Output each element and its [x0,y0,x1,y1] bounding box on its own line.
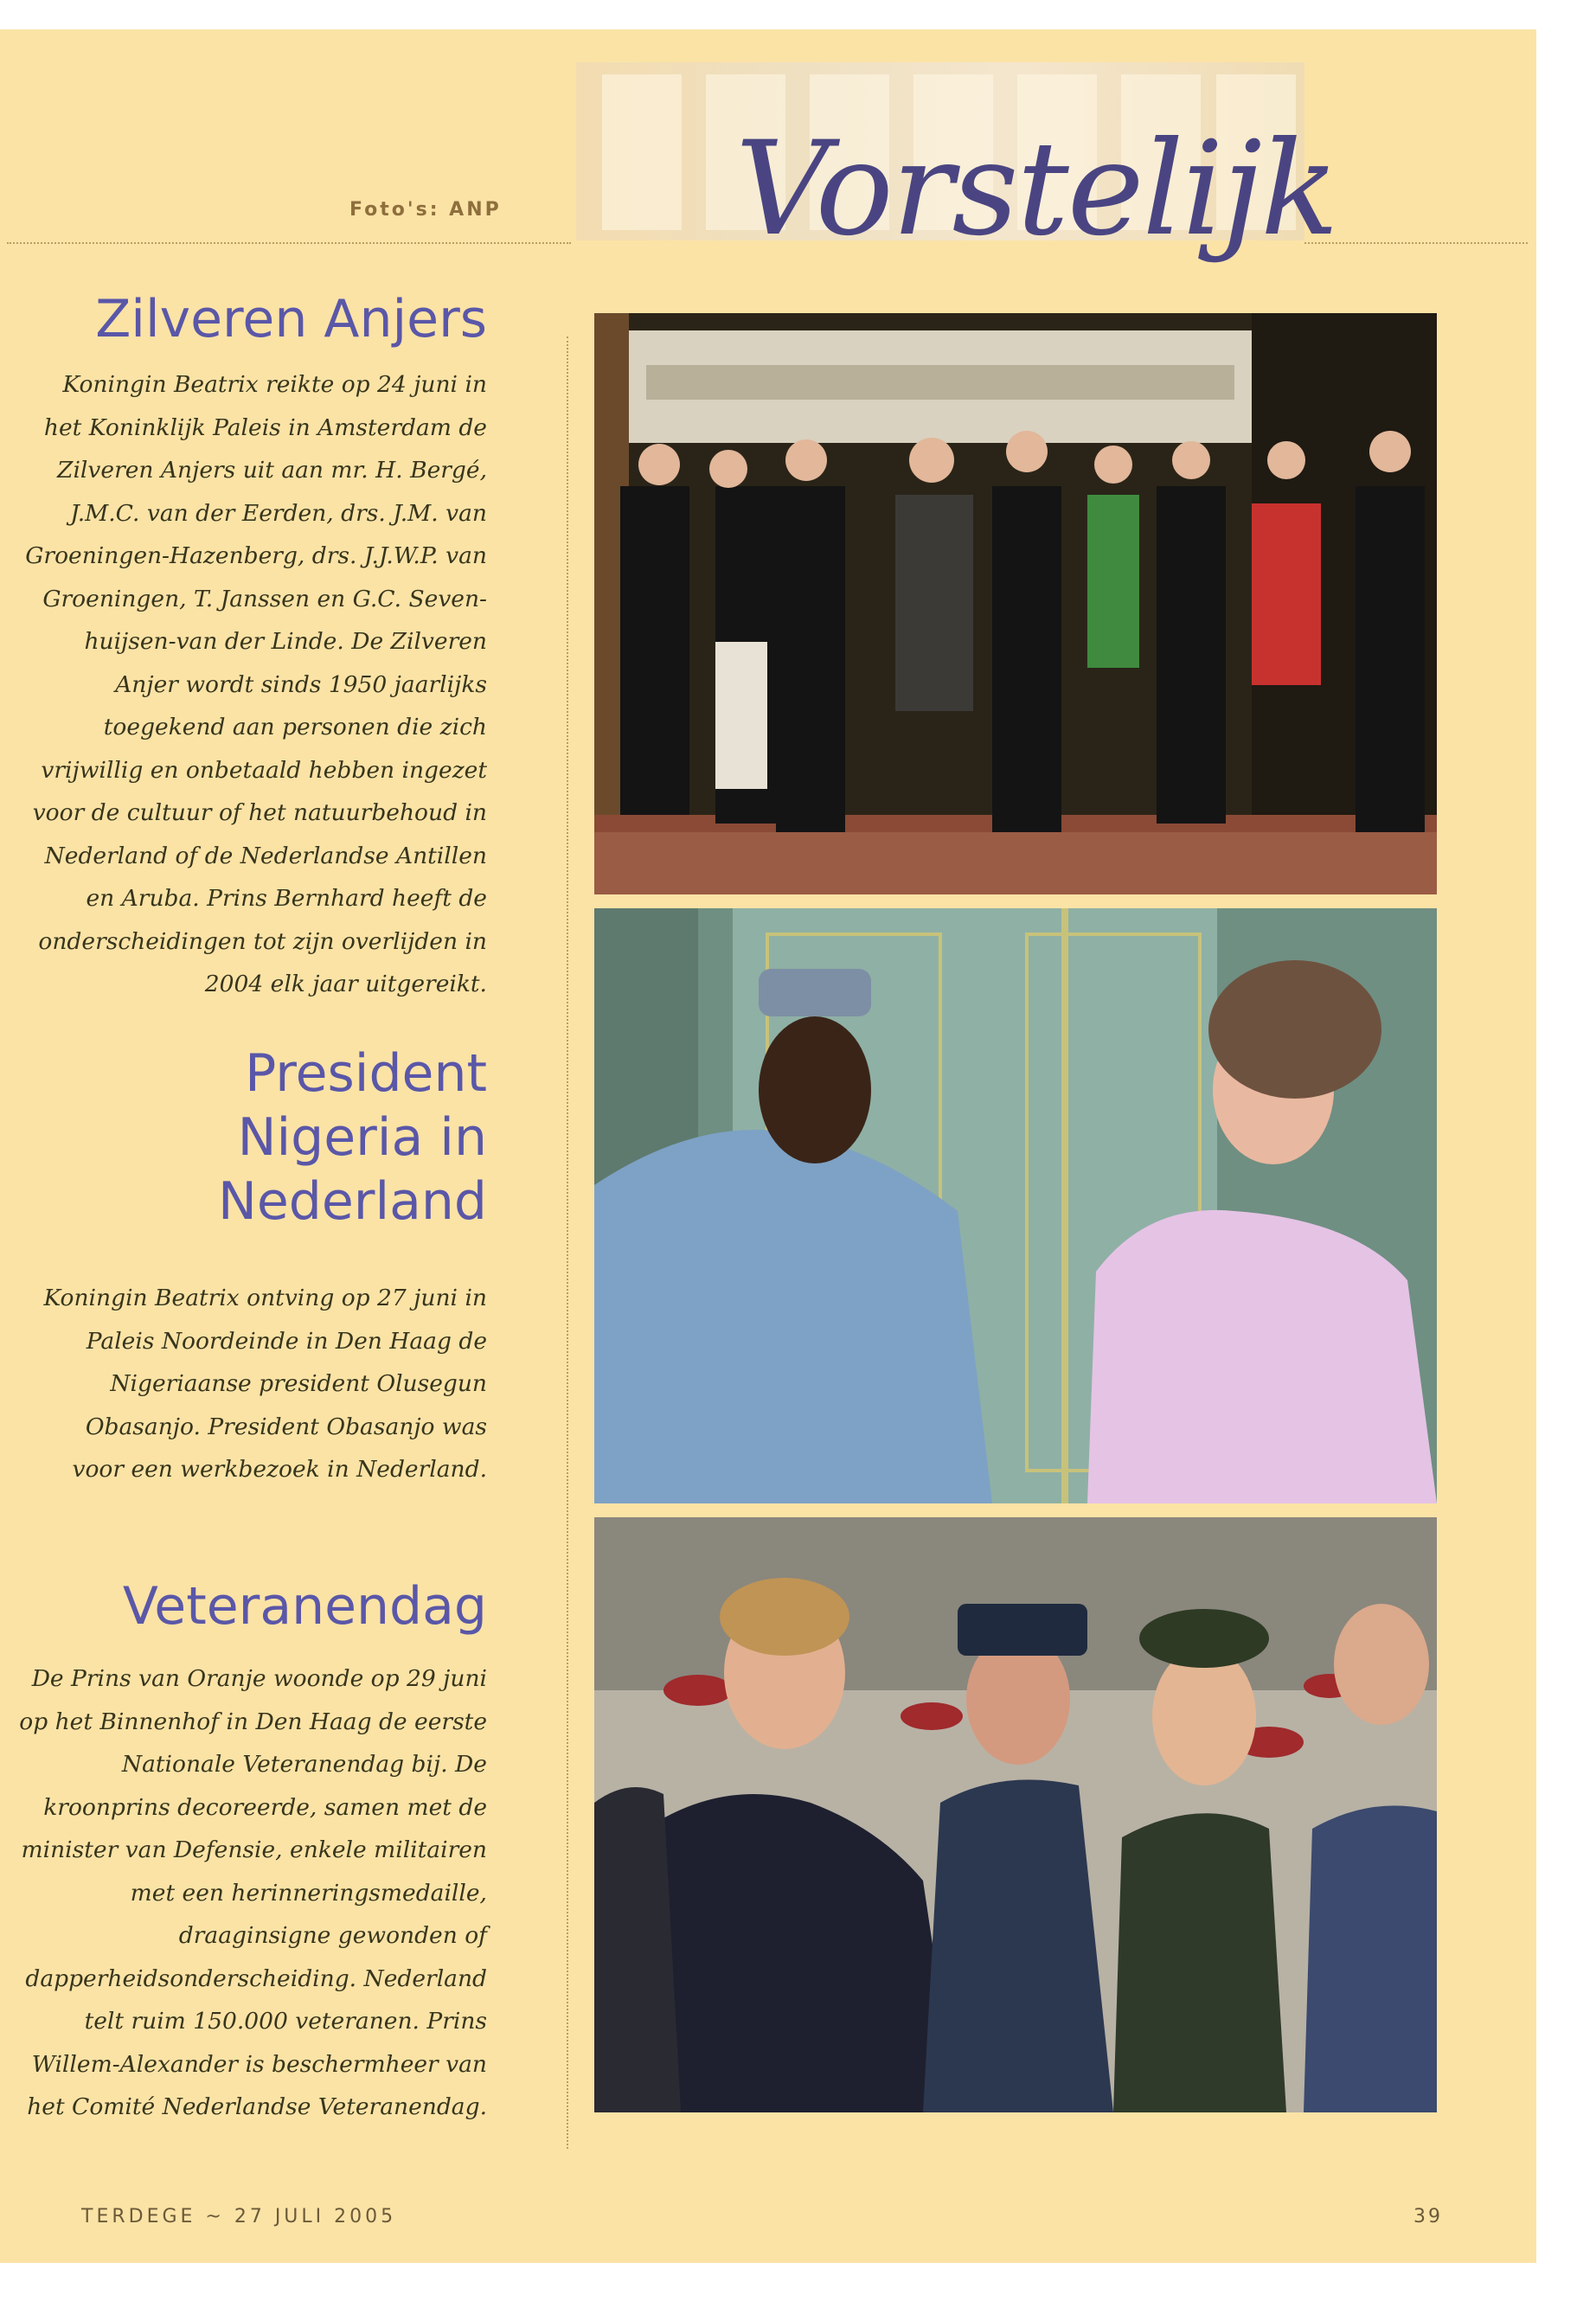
photo-credit: Foto's: ANP [349,199,502,221]
photo-award-ceremony [594,313,1437,894]
article-body-president-nigeria: Koningin Beatrix ontving op 27 juni in Paleis Noordeinde in Den Haag de Nigeriaanse president Olusegun Obasanjo. President Obasanjo was voor een werkbezoek in Nederland. [43,1285,487,1483]
header-rule-right [1304,242,1528,244]
column-divider [567,336,568,2149]
magazine-page [0,29,1536,2263]
article-heading-veteranendag: Veteranendag [122,1576,487,1637]
footer-publication: TERDEGE ~ 27 JULI 2005 [81,2206,397,2227]
article-body-zilveren-anjers: Koningin Beatrix reikte op 24 juni in het Koninklijk Paleis in Amsterdam de Zilveren Anjers uit aan mr. H. Bergé, J.M.C. van der Eerden, drs. J.M. van Groeningen-Hazenberg, drs. J.J.W.P. van Groeningen, T. Janssen en G.C. Seven- huijsen-van der Linde. De Zilveren Anjer wordt sinds 1950 jaarlijks toegekend aan personen die zich vrijwillig en onbetaald hebben ingezet voor de cultuur of het natuurbehoud in Nederland of de Nederlandse Antillen en Aruba. Prins Bernhard heeft de onderscheidingen tot zijn overlijden in 2004 elk jaar uitgereikt. [25,371,487,997]
photo-veteranendag [594,1517,1437,2112]
photo-president-nigeria [594,908,1437,1503]
header-rule-left [7,242,571,244]
section-title: Vorstelijk [735,114,1337,265]
article-body-veteranendag: De Prins van Oranje woonde op 29 juni op het Binnenhof in Den Haag de eerste Nationale Veteranendag bij. De kroonprins decoreerde, samen met de minister van Defensie, enkele militairen met een herinneringsmedaille, draaginsigne gewonden of dapperheidsonderscheiding. Nederland telt ruim 150.000 veteranen. Prins Willem-Alexander is beschermheer van het Comité Nederlandse Veteranendag. [19,1665,487,2120]
article-heading-zilveren-anjers: Zilveren Anjers [95,289,487,349]
article-heading-president-nigeria: President Nigeria in Nederland [217,1043,487,1232]
footer-page-number: 39 [1413,2206,1443,2227]
